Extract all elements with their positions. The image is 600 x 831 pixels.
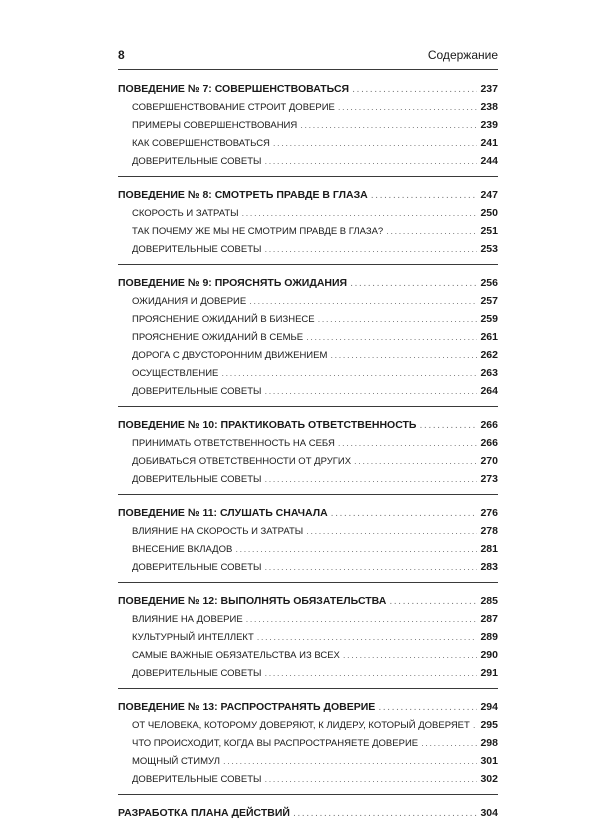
toc-entry-title: ОЖИДАНИЯ И ДОВЕРИЕ [132,296,247,307]
toc-entry[interactable] [118,452,498,470]
toc-chapter-title: ПОВЕДЕНИЕ № 9: ПРОЯСНЯТЬ ОЖИДАНИЯ [118,277,348,289]
toc-entry[interactable] [118,610,498,628]
dot-leader [350,274,477,292]
toc-entry[interactable] [118,204,498,222]
toc-entry-title: ЧТО ПРОИСХОДИТ, КОГДА ВЫ РАСПРОСТРАНЯЕТЕ ДОВЕРИЕ [132,738,419,749]
toc-chapter[interactable] [118,186,498,204]
dot-leader [264,471,477,489]
toc-chapter-page-number: 294 [480,701,498,713]
toc-entry[interactable] [118,364,498,382]
dot-leader [235,541,477,559]
toc-entry-title: ДОБИВАТЬСЯ ОТВЕТСТВЕННОСТИ ОТ ДРУГИХ [132,456,352,467]
toc-entry-title: ДОВЕРИТЕЛЬНЫЕ СОВЕТЫ [132,474,262,485]
toc-entry[interactable] [118,734,498,752]
toc-entry-title: ДОВЕРИТЕЛЬНЫЕ СОВЕТЫ [132,562,262,573]
toc-entry-page-number: 262 [480,349,498,361]
dot-leader [257,629,478,647]
dot-leader [264,241,477,259]
toc-entry[interactable] [118,752,498,770]
toc-entry-page-number: 273 [480,473,498,485]
toc-entry-page-number: 302 [480,773,498,785]
toc-entry-title: ДОВЕРИТЕЛЬНЫЕ СОВЕТЫ [132,244,262,255]
toc-chapter-page-number: 285 [480,595,498,607]
toc-entry[interactable] [118,98,498,116]
toc-entry-page-number: 263 [480,367,498,379]
toc-section [118,504,498,583]
toc-section [118,804,498,822]
toc-entry-page-number: 278 [480,525,498,537]
dot-leader [343,647,478,665]
toc-chapter-page-number: 237 [480,83,498,95]
toc-chapter[interactable] [118,416,498,434]
dot-leader [264,153,477,171]
dot-leader [264,665,477,683]
dot-leader [338,435,478,453]
toc-entry-title: ДОВЕРИТЕЛЬНЫЕ СОВЕТЫ [132,156,262,167]
toc-entry[interactable] [118,522,498,540]
toc-entry-title: САМЫЕ ВАЖНЫЕ ОБЯЗАТЕЛЬСТВА ИЗ ВСЕХ [132,650,340,661]
toc-entry-page-number: 287 [480,613,498,625]
toc-entry[interactable] [118,646,498,664]
toc-entry-title: МОЩНЫЙ СТИМУЛ [132,756,220,767]
dot-leader [330,347,477,365]
toc-chapter-title: ПОВЕДЕНИЕ № 12: ВЫПОЛНЯТЬ ОБЯЗАТЕЛЬСТВА [118,595,387,607]
toc-entry-title: ДОВЕРИТЕЛЬНЫЕ СОВЕТЫ [132,668,262,679]
dot-leader [386,223,477,241]
toc-entry-page-number: 291 [480,667,498,679]
section-divider [118,582,498,583]
dot-leader [300,117,477,135]
toc-entry[interactable] [118,116,498,134]
toc-chapter-title: ПОВЕДЕНИЕ № 11: СЛУШАТЬ СНАЧАЛА [118,507,328,519]
toc-entry[interactable] [118,540,498,558]
dot-leader [389,592,477,610]
toc-section [118,80,498,177]
toc-entry-page-number: 283 [480,561,498,573]
toc-entry-page-number: 281 [480,543,498,555]
toc-entry-title: ПРИНИМАТЬ ОТВЕТСТВЕННОСТЬ НА СЕБЯ [132,438,335,449]
toc-chapter-page-number: 304 [480,807,498,819]
toc-entry-title: ПРОЯСНЕНИЕ ОЖИДАНИЙ В БИЗНЕСЕ [132,314,315,325]
toc-entry[interactable] [118,328,498,346]
toc-entry-title: ВНЕСЕНИЕ ВКЛАДОВ [132,544,233,555]
dot-leader [352,80,477,98]
toc-chapter-title: ПОВЕДЕНИЕ № 8: СМОТРЕТЬ ПРАВДЕ В ГЛАЗА [118,189,368,201]
toc-entry-page-number: 259 [480,313,498,325]
toc-entry-title: ДОВЕРИТЕЛЬНЫЕ СОВЕТЫ [132,774,262,785]
toc-chapter[interactable] [118,274,498,292]
toc-section [118,416,498,495]
toc-chapter-page-number: 276 [480,507,498,519]
toc-chapter-title: ПОВЕДЕНИЕ № 10: ПРАКТИКОВАТЬ ОТВЕТСТВЕННОСТЬ [118,419,417,431]
dot-leader [473,717,478,735]
dot-leader [378,698,477,716]
toc-section [118,698,498,795]
toc-entry-title: ДОВЕРИТЕЛЬНЫЕ СОВЕТЫ [132,386,262,397]
dot-leader [223,753,477,771]
toc-entry[interactable] [118,152,498,170]
section-divider [118,688,498,689]
section-divider [118,176,498,177]
toc-entry-title: ОСУЩЕСТВЛЕНИЕ [132,368,219,379]
toc-chapter-title: ПОВЕДЕНИЕ № 7: СОВЕРШЕНСТВОВАТЬСЯ [118,83,350,95]
dot-leader [221,365,477,383]
toc-entry-page-number: 239 [480,119,498,131]
dot-leader [242,205,478,223]
dot-leader [331,504,478,522]
toc-entry[interactable] [118,134,498,152]
toc-entry[interactable] [118,558,498,576]
toc-chapter[interactable] [118,698,498,716]
dot-leader [421,735,477,753]
page-number: 8 [118,48,125,62]
toc-entry-page-number: 244 [480,155,498,167]
dot-leader [306,523,477,541]
dot-leader [306,329,477,347]
dot-leader [354,453,477,471]
section-divider [118,264,498,265]
toc-entry[interactable] [118,240,498,258]
toc-entry-title: ВЛИЯНИЕ НА СКОРОСТЬ И ЗАТРАТЫ [132,526,304,537]
toc-entry-title: КАК СОВЕРШЕНСТВОВАТЬСЯ [132,138,270,149]
dot-leader [419,416,477,434]
toc-entry[interactable] [118,628,498,646]
toc-section [118,274,498,407]
toc-entry-page-number: 238 [480,101,498,113]
toc-entry-page-number: 290 [480,649,498,661]
toc-chapter-title: РАЗРАБОТКА ПЛАНА ДЕЙСТВИЙ [118,807,290,819]
toc-entry[interactable] [118,770,498,788]
dot-leader [318,311,478,329]
toc-entry-page-number: 270 [480,455,498,467]
toc-entry-title: ПРИМЕРЫ СОВЕРШЕНСТВОВАНИЯ [132,120,298,131]
toc-entry-page-number: 289 [480,631,498,643]
dot-leader [371,186,478,204]
toc-chapter-page-number: 247 [480,189,498,201]
toc-chapter[interactable] [118,504,498,522]
toc-entry[interactable] [118,310,498,328]
toc-entry-title: ОТ ЧЕЛОВЕКА, КОТОРОМУ ДОВЕРЯЮТ, К ЛИДЕРУ, КОТОРЫЙ ДОВЕРЯЕТ [132,720,470,731]
toc-chapter-page-number: 266 [480,419,498,431]
dot-leader [338,99,478,117]
dot-leader [264,559,477,577]
dot-leader [264,383,477,401]
toc-chapter-page-number: 256 [480,277,498,289]
toc-entry-page-number: 251 [480,225,498,237]
toc-entry-page-number: 261 [480,331,498,343]
toc-entry-title: ПРОЯСНЕНИЕ ОЖИДАНИЙ В СЕМЬЕ [132,332,304,343]
toc-entry[interactable] [118,716,498,734]
section-divider [118,794,498,795]
toc-entry-page-number: 266 [480,437,498,449]
toc-entry-page-number: 257 [480,295,498,307]
toc-chapter[interactable] [118,592,498,610]
dot-leader [246,611,478,629]
toc-entry[interactable] [118,382,498,400]
toc-section [118,186,498,265]
toc-entry-title: КУЛЬТУРНЫЙ ИНТЕЛЛЕКТ [132,632,254,643]
toc-entry-title: СОВЕРШЕНСТВОВАНИЕ СТРОИТ ДОВЕРИЕ [132,102,335,113]
toc-chapter[interactable] [118,804,498,822]
toc-section [118,592,498,689]
header-title: Содержание [427,48,498,62]
toc-entry-page-number: 298 [480,737,498,749]
toc-entry-title: СКОРОСТЬ И ЗАТРАТЫ [132,208,239,219]
toc-chapter-title: ПОВЕДЕНИЕ № 13: РАСПРОСТРАНЯТЬ ДОВЕРИЕ [118,701,376,713]
toc-entry[interactable] [118,292,498,310]
toc-chapter[interactable] [118,80,498,98]
dot-leader [293,804,478,822]
toc-entry[interactable] [118,664,498,682]
section-divider [118,494,498,495]
dot-leader [249,293,477,311]
toc-entry-page-number: 295 [480,719,498,731]
toc-entry-title: ТАК ПОЧЕМУ ЖЕ МЫ НЕ СМОТРИМ ПРАВДЕ В ГЛАЗА? [132,226,384,237]
toc-entry-page-number: 301 [480,755,498,767]
toc-entry-page-number: 250 [480,207,498,219]
toc-entry-title: ВЛИЯНИЕ НА ДОВЕРИЕ [132,614,243,625]
table-of-contents [118,80,498,831]
toc-entry[interactable] [118,222,498,240]
toc-entry[interactable] [118,470,498,488]
toc-entry[interactable] [118,346,498,364]
header-divider [118,69,498,70]
dot-leader [273,135,478,153]
toc-entry[interactable] [118,434,498,452]
dot-leader [264,771,477,789]
section-divider [118,406,498,407]
toc-entry-page-number: 253 [480,243,498,255]
toc-entry-title: ДОРОГА С ДВУСТОРОННИМ ДВИЖЕНИЕМ [132,350,328,361]
toc-entry-page-number: 264 [480,385,498,397]
toc-entry-page-number: 241 [480,137,498,149]
running-head [118,48,498,68]
